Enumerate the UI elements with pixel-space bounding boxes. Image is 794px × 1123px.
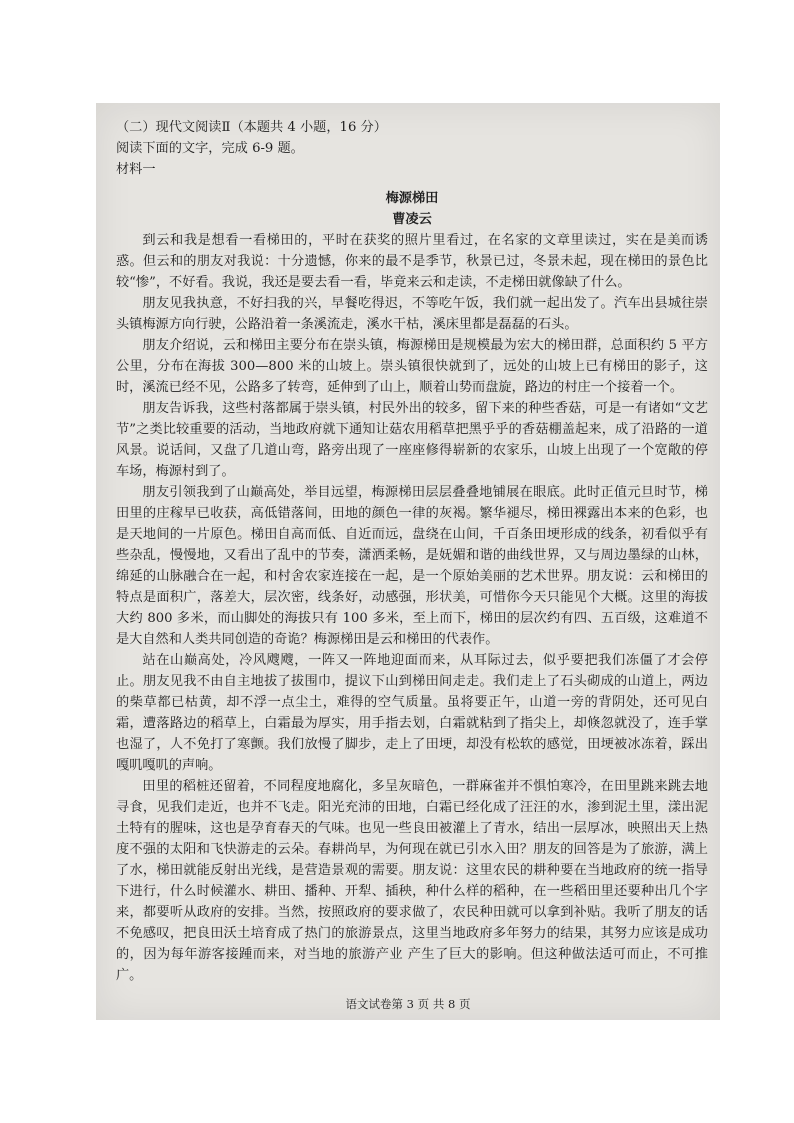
article-author: 曹凌云 [392, 212, 432, 227]
paragraph-5: 朋友引领我到了山巅高处，举目远望，梅源梯田层层叠叠地铺展在眼底。此时正值元旦时节，梯田里的庄稼早已收获，高低错落间，田地的颜色一律的灰褐。繁华褪尽，梯田裸露出本来的色彩，也是天地间的一片原色。梯田自高而低、自近而远，盘绕在山间，千百条田埂形成的线条，初看似乎有些杂乱，慢慢地，又看出了乱中的节奏，潇洒柔畅，是妩媚和谐的曲线世界，又与周边墨绿的山林，绵延的山脉融合在一起，和村舍农家连接在一起，是一个原始美丽的艺术世界。朋友说：云和梯田的特点是面积广，落差大，层次密，线条好，动感强，形状美，可惜你今天只能见个大概。这里的海拔大约 800 多米，而山脚处的海拔只有 100 多米，至上而下，梯田的层次约有四、五百级，这难道不是大自然和人类共同创造的奇诡？梅源梯田是云和梯田的代表作。 [116, 485, 708, 647]
scanned-page [96, 103, 720, 1020]
paragraph-7: 田里的稻桩还留着，不同程度地腐化，多呈灰暗色，一群麻雀并不惧怕寒冷，在田里跳来跳去地寻食，见我们走近，也并不飞走。阳光充沛的田地，白霜已经化成了汪汪的水，渗到泥土里，漾出泥土特有的腥味，这也是孕育春天的气味。也见一些良田被灌上了青水，结出一层厚冰，映照出天上热度不强的太阳和飞快游走的云朵。春耕尚早，为何现在就已引水入田？朋友的回答是为了旅游，满上了水，梯田就能反射出光线，是营造景观的需要。朋友说：这里农民的耕种要在当地政府的统一指导下进行，什么时候灌水、耕田、播种、开犁、插秧，种什么样的稻种，在一些稻田里还要种出几个字来，都要听从政府的安排。当然，按照政府的要求做了，农民种田就可以拿到补贴。我听了朋友的话不免感叹，把良田沃土培育成了热门的旅游景点，这里当地政府多年努力的结果，其努力应该是成功的，因为每年游客接踵而来，对当地的旅游产业 产生了巨大的影响。但这种做法适可而止，不可推广。 [116, 779, 708, 983]
instruction: 阅读下面的文字，完成 6-9 题。 [116, 141, 304, 156]
section-heading: （二）现代文阅读Ⅱ（本题共 4 小题，16 分） [116, 120, 387, 135]
page-footer: 语文试卷第 3 页 共 8 页 [345, 997, 471, 1011]
paragraph-6: 站在山巅高处，冷风飕飕，一阵又一阵地迎面而来，从耳际过去，似乎要把我们冻僵了才会停止。朋友见我不由自主地拔了拔围巾，提议下山到梯田间走走。我们走上了石头砌成的山道上，两边的柴草都已枯黄，却不浮一点尘土，难得的空气质量。虽将要正午，山道一旁的背阴处，还可见白霜，遭落路边的稻草上，白霜最为厚实，用手指去划，白霜就粘到了指尖上，却倏忽就没了，连手掌也湿了，人不免打了寒颤。我们放慢了脚步，走上了田埂，却没有松软的感觉，田埂被冰冻着，踩出嘎叽嘎叽的声响。 [116, 653, 708, 773]
paragraph-3: 朋友介绍说，云和梯田主要分布在崇头镇，梅源梯田是规模最为宏大的梯田群，总面积约 5 平方公里，分布在海拔 300—800 米的山坡上。崇头镇很快就到了，远处的山坡上已有梯田的影子，这时，溪流已经不见，公路多了转弯，延伸到了山上，顺着山势而盘旋，路边的村庄一个接着一个。 [116, 338, 708, 395]
paragraph-4: 朋友告诉我，这些村落都属于崇头镇，村民外出的较多，留下来的种些香菇，可是一有诸如“文艺节”之类比较重要的活动，当地政府就下通知让菇农用稻草把黑乎乎的香菇棚盖起来，成了沿路的一道风景。说话间，又盘了几道山弯，路旁出现了一座座修得崭新的农家乐，山坡上出现了一个宽敞的停车场，梅源村到了。 [116, 401, 708, 479]
material-label: 材料一 [116, 162, 156, 177]
page-content [116, 117, 708, 986]
paragraph-2: 朋友见我执意，不好扫我的兴，早餐吃得迟，不等吃午饭，我们就一起出发了。汽车出县城往崇头镇梅源方向行驶，公路沿着一条溪流走，溪水干枯，溪床里都是磊磊的石头。 [116, 296, 708, 332]
article-title: 梅源梯田 [385, 191, 439, 206]
paragraph-1: 到云和我是想看一看梯田的，平时在获奖的照片里看过，在名家的文章里读过，实在是美而诱惑。但云和的朋友对我说：十分遗憾，你来的最不是季节，秋景已过，冬景未起，现在梯田的景色比较“惨”，不好看。我说，我还是要去看一看，毕竟来云和走读，不走梯田就像缺了什么。 [116, 233, 708, 290]
